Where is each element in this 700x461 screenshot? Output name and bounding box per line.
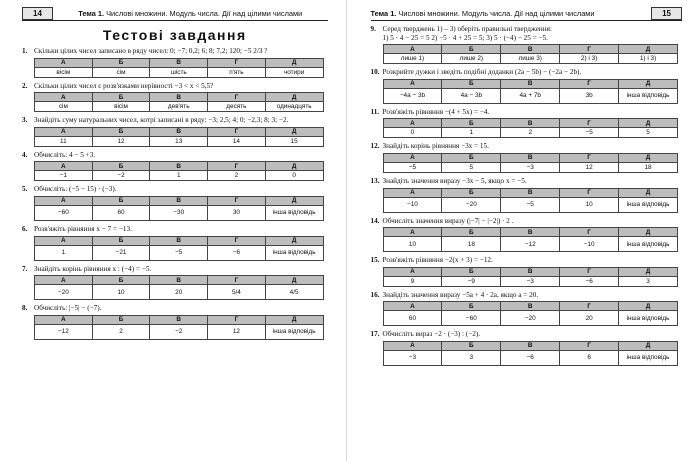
answer-option[interactable]: 20 [150, 285, 208, 300]
page-number: 15 [651, 7, 682, 20]
answer-letter: Б [92, 58, 150, 67]
question-body: Розкрийте дужки і зведіть подібні доданки (2a − 5b) − (−2a − 2b). [382, 68, 582, 77]
answer-letter: А [383, 153, 442, 162]
question-text [371, 217, 683, 226]
answer-option[interactable]: −20 [442, 197, 501, 212]
answer-table [383, 153, 679, 173]
answer-letter: Б [442, 79, 501, 88]
answer-letter: В [150, 236, 208, 245]
answer-option[interactable]: 1 [442, 128, 501, 138]
answer-letter: Д [619, 153, 678, 162]
answer-option[interactable]: лише 1) [383, 54, 442, 64]
question [22, 265, 328, 301]
answer-letter: Г [560, 302, 619, 311]
question [22, 116, 328, 147]
answer-letter: Б [92, 93, 150, 102]
question-number: 4. [22, 150, 28, 159]
header-topic: Тема 1. [78, 8, 105, 18]
page-number: 14 [22, 7, 53, 20]
answer-letter: В [150, 93, 208, 102]
answer-table [34, 58, 324, 78]
answer-option[interactable]: −5 [501, 197, 560, 212]
question-text [371, 25, 683, 34]
answer-option[interactable]: −12 [501, 237, 560, 252]
answer-option[interactable]: інша відповідь [619, 350, 678, 365]
answer-option[interactable]: −3 [501, 276, 560, 286]
question-number: 16. [370, 290, 380, 299]
answer-option[interactable]: 13 [150, 136, 208, 146]
header-title [371, 9, 652, 18]
answer-option[interactable]: −10 [560, 237, 619, 252]
answer-letter: В [150, 58, 208, 67]
question-number: 15. [370, 256, 380, 265]
answer-letter: В [501, 302, 560, 311]
answer-option[interactable]: лише 2) [442, 54, 501, 64]
answer-option[interactable]: −2 [92, 171, 150, 181]
answer-option[interactable]: шість [150, 67, 208, 77]
question-body: Обчисліть вираз −2 · (−3) : (−2). [382, 330, 481, 339]
question-body: Розв'яжіть рівняння −(4 + 5x) = −4. [382, 107, 490, 116]
answer-option[interactable]: −5 [150, 245, 208, 260]
answer-option[interactable]: −6 [560, 276, 619, 286]
answer-table [383, 301, 679, 326]
answer-option[interactable]: 20 [560, 311, 619, 326]
answer-letter: Г [208, 315, 266, 324]
question-subtext: 1) 5 · 4 − 25 = 5 2) −5 · 4 + 25 = 5; 3) 5 · (−4) − 25 = −5. [382, 33, 548, 42]
answer-letter: В [501, 153, 560, 162]
answer-option[interactable]: −30 [150, 205, 208, 220]
answer-letter: А [383, 188, 442, 197]
question [371, 68, 683, 104]
answer-option[interactable]: 6 [560, 350, 619, 365]
answer-letter: В [150, 315, 208, 324]
answer-option[interactable]: 30 [208, 205, 266, 220]
answer-option[interactable]: інша відповідь [619, 237, 678, 252]
question-body: Серед тверджень 1) – 3) оберіть правильні твердження: [382, 25, 552, 33]
question-body: Обчисліть: 4 − 5 +3. [34, 150, 96, 159]
question-number: 2. [22, 81, 28, 90]
answer-option[interactable]: 2) і 3) [560, 54, 619, 64]
question [371, 108, 683, 139]
answer-option[interactable]: 1) і 3) [619, 54, 678, 64]
answer-letter: Г [560, 228, 619, 237]
answer-option[interactable]: 10 [560, 197, 619, 212]
answer-letter: А [383, 341, 442, 350]
question-text [22, 304, 328, 313]
answer-option[interactable]: 5 [619, 128, 678, 138]
answer-option[interactable]: інша відповідь [619, 311, 678, 326]
question-text [371, 330, 683, 339]
answer-letter: Г [560, 79, 619, 88]
question-number: 11. [370, 107, 380, 116]
header-title [53, 9, 328, 18]
answer-option[interactable]: 14 [208, 136, 266, 146]
answer-option[interactable]: 3 [619, 276, 678, 286]
answer-option[interactable]: 4a − 3b [442, 88, 501, 103]
answer-option[interactable]: −20 [35, 285, 93, 300]
answer-letter: Г [560, 188, 619, 197]
answer-option[interactable]: 1 [150, 171, 208, 181]
answer-option[interactable]: 18 [442, 237, 501, 252]
question [22, 47, 328, 78]
right-page [347, 0, 700, 461]
answer-letter: Д [619, 188, 678, 197]
answer-table [383, 44, 679, 64]
answer-letter: А [383, 228, 442, 237]
answer-option[interactable]: інша відповідь [265, 324, 323, 339]
answer-letter: А [383, 79, 442, 88]
question-body: Розв'яжіть рівняння −2(x + 3) = −12. [382, 256, 493, 265]
header-subtitle: Числові множини. Модуль числа. Дії над цілими числами [396, 8, 595, 18]
question-text [22, 47, 328, 56]
answer-letter: Д [619, 302, 678, 311]
question [22, 225, 328, 261]
answer-letter: Д [619, 267, 678, 276]
answer-letter: Г [560, 45, 619, 54]
answer-letter: Д [265, 196, 323, 205]
answer-letter: Д [265, 162, 323, 171]
answer-letter: В [501, 119, 560, 128]
answer-letter: Д [619, 119, 678, 128]
answer-option[interactable]: 2 [92, 324, 150, 339]
answer-letter: Г [208, 276, 266, 285]
answer-option[interactable]: дев'ять [150, 102, 208, 112]
answer-letter: Г [208, 58, 266, 67]
answer-letter: Б [442, 153, 501, 162]
answer-table [34, 315, 324, 340]
answer-letter: Д [265, 58, 323, 67]
answer-option[interactable]: 15 [265, 136, 323, 146]
question-number: 17. [370, 330, 380, 339]
answer-option[interactable]: 12 [560, 162, 619, 172]
answer-table [383, 267, 679, 287]
question-body: Знайдіть значення виразу −5a + 4 · 2a, якщо a = 20. [382, 290, 539, 299]
question-number: 5. [22, 185, 28, 194]
answer-option[interactable]: 11 [35, 136, 93, 146]
answer-letter: Д [619, 228, 678, 237]
answer-option[interactable]: 3b [560, 88, 619, 103]
answer-option[interactable]: інша відповідь [619, 88, 678, 103]
answer-letter: В [150, 162, 208, 171]
answer-letter: Б [442, 188, 501, 197]
answer-option[interactable]: −21 [92, 245, 150, 260]
answer-option[interactable]: одинадцять [265, 102, 323, 112]
answer-letter: А [35, 315, 93, 324]
answer-letter: А [383, 302, 442, 311]
answer-letter: Б [442, 302, 501, 311]
answer-option[interactable]: чотири [265, 67, 323, 77]
answer-letter: Б [92, 315, 150, 324]
question-number: 3. [22, 116, 28, 125]
answer-option[interactable]: −4a − 3b [383, 88, 442, 103]
question-number: 9. [370, 25, 376, 33]
answer-letter: Б [92, 196, 150, 205]
question [22, 82, 328, 113]
question-number: 7. [22, 264, 28, 273]
question-number: 14. [370, 216, 380, 225]
question [371, 291, 683, 327]
answer-option[interactable]: вісім [92, 102, 150, 112]
answer-letter: В [501, 228, 560, 237]
answer-letter: А [35, 58, 93, 67]
question-body: Обчисліть: (−5 − 15) · (−3). [34, 185, 117, 194]
question-text [22, 151, 328, 160]
answer-table [34, 196, 324, 221]
answer-letter: Г [208, 162, 266, 171]
question [371, 142, 683, 173]
question-text [371, 108, 683, 117]
answer-letter: Г [560, 267, 619, 276]
answer-option[interactable]: −6 [208, 245, 266, 260]
answer-option[interactable]: −5 [383, 162, 442, 172]
answer-option[interactable]: 18 [619, 162, 678, 172]
answer-option[interactable]: 5/4 [208, 285, 266, 300]
answer-letter: Г [560, 153, 619, 162]
answer-table [383, 227, 679, 252]
answer-letter: А [383, 119, 442, 128]
answer-letter: А [35, 236, 93, 245]
answer-table [34, 161, 324, 181]
left-header [22, 6, 328, 21]
answer-letter: Д [265, 315, 323, 324]
section-title: Тестові завдання [102, 27, 247, 43]
answer-letter: В [150, 276, 208, 285]
answer-letter: Б [442, 119, 501, 128]
answer-option[interactable]: −3 [383, 350, 442, 365]
question-text [22, 116, 328, 125]
answer-option[interactable]: −6 [501, 350, 560, 365]
question-text [22, 185, 328, 194]
question-body: Скільки цілих чисел записано в ряду чисел: 0; −7; 0,2; 6; 8; 7,2; 120; −5 2/3 ? [34, 47, 268, 55]
answer-option[interactable]: −1 [35, 171, 93, 181]
question-number: 10. [370, 68, 380, 77]
answer-letter: Д [619, 341, 678, 350]
answer-letter: Д [265, 236, 323, 245]
answer-letter: Г [208, 93, 266, 102]
question-text [22, 225, 328, 234]
answer-option[interactable]: −9 [442, 276, 501, 286]
answer-letter: А [35, 196, 93, 205]
header-subtitle: Числові множини. Модуль числа. Дії над цілими числами [104, 8, 303, 18]
question [371, 256, 683, 287]
left-questions [22, 47, 328, 340]
answer-table [383, 341, 679, 366]
question [371, 25, 683, 64]
question-body: Розв'яжіть рівняння x − 7 = −13. [34, 224, 132, 233]
answer-letter: Б [442, 267, 501, 276]
question-body: Обчисліть значення виразу (|−7| − |−2|) · 2 . [382, 216, 514, 225]
question-text [371, 177, 683, 186]
question-number: 8. [22, 304, 28, 313]
answer-letter: Б [92, 236, 150, 245]
answer-option[interactable]: вісім [35, 67, 93, 77]
answer-letter: А [35, 93, 93, 102]
answer-letter: Д [619, 45, 678, 54]
answer-option[interactable]: інша відповідь [619, 197, 678, 212]
answer-letter: Б [442, 45, 501, 54]
question-body: Обчисліть: |−5| − (−7). [34, 304, 102, 313]
answer-letter: Д [265, 276, 323, 285]
question-body: Знайдіть корінь рівняння −3x = 15. [382, 142, 489, 151]
answer-option[interactable]: 0 [265, 171, 323, 181]
answer-letter: Д [265, 127, 323, 136]
answer-option[interactable]: інша відповідь [265, 205, 323, 220]
header-topic: Тема 1. [370, 8, 397, 18]
answer-table [34, 275, 324, 300]
right-header [371, 6, 683, 21]
answer-letter: А [35, 127, 93, 136]
answer-option[interactable]: 60 [383, 311, 442, 326]
question-number: 1. [22, 47, 28, 55]
question [22, 304, 328, 340]
answer-letter: В [501, 79, 560, 88]
answer-table [34, 127, 324, 147]
answer-letter: А [383, 267, 442, 276]
right-questions [371, 25, 683, 366]
answer-option[interactable]: −2 [150, 324, 208, 339]
answer-option[interactable]: 9 [383, 276, 442, 286]
answer-option[interactable]: −60 [442, 311, 501, 326]
question [371, 177, 683, 213]
answer-option[interactable]: 12 [208, 324, 266, 339]
answer-option[interactable]: сім [35, 102, 93, 112]
question-text [371, 142, 683, 151]
answer-letter: Д [265, 93, 323, 102]
answer-option[interactable]: сім [92, 67, 150, 77]
answer-option[interactable]: 10 [383, 237, 442, 252]
answer-letter: Б [92, 162, 150, 171]
question [22, 151, 328, 182]
question-text [22, 265, 328, 274]
answer-letter: Д [619, 79, 678, 88]
question-number: 13. [370, 176, 380, 185]
answer-option[interactable]: 12 [92, 136, 150, 146]
answer-option[interactable]: 4/5 [265, 285, 323, 300]
answer-option[interactable]: інша відповідь [265, 245, 323, 260]
answer-letter: Г [560, 341, 619, 350]
answer-letter: В [150, 127, 208, 136]
answer-letter: В [501, 45, 560, 54]
answer-letter: Г [560, 119, 619, 128]
answer-option[interactable]: 60 [92, 205, 150, 220]
question [371, 217, 683, 253]
answer-letter: Г [208, 127, 266, 136]
answer-option[interactable]: 3 [442, 350, 501, 365]
answer-letter: В [150, 196, 208, 205]
answer-option[interactable]: п'ять [208, 67, 266, 77]
answer-table [34, 92, 324, 112]
question [371, 330, 683, 366]
question-body: Знайдіть значення виразу −3x − 5, якщо x = −5. [382, 176, 527, 185]
answer-table [383, 79, 679, 104]
left-page [0, 0, 346, 461]
question-body: Знайдіть корінь рівняння x : (−4) = −5. [34, 264, 152, 273]
answer-letter: В [501, 267, 560, 276]
question-text [371, 291, 683, 300]
answer-letter: Г [208, 236, 266, 245]
answer-option[interactable]: десять [208, 102, 266, 112]
answer-option[interactable]: 5 [442, 162, 501, 172]
answer-letter: Б [92, 276, 150, 285]
answer-letter: Б [442, 228, 501, 237]
question-number: 12. [370, 142, 380, 151]
answer-letter: В [501, 188, 560, 197]
answer-table [34, 236, 324, 261]
answer-option[interactable]: 4a + 7b [501, 88, 560, 103]
answer-option[interactable]: лише 3) [501, 54, 560, 64]
answer-letter: Б [442, 341, 501, 350]
question-text [371, 68, 683, 77]
answer-letter: А [35, 162, 93, 171]
answer-letter: В [501, 341, 560, 350]
answer-option[interactable]: 0 [383, 128, 442, 138]
answer-option[interactable]: 1 [35, 245, 93, 260]
answer-option[interactable]: −60 [35, 205, 93, 220]
answer-option[interactable]: −5 [560, 128, 619, 138]
question-text [22, 82, 328, 91]
answer-option[interactable]: 2 [501, 128, 560, 138]
answer-table [383, 188, 679, 213]
answer-option[interactable]: −12 [35, 324, 93, 339]
question-number: 6. [22, 224, 28, 233]
answer-letter: А [35, 276, 93, 285]
answer-letter: Б [92, 127, 150, 136]
question-body: Знайдіть суму натуральних чисел, котрі записані в ряду: −3; 2,5; 4; 0; −2,3; 8; 3; −2. [34, 116, 289, 125]
answer-letter: А [383, 45, 442, 54]
answer-option[interactable]: 2 [208, 171, 266, 181]
answer-option[interactable]: −3 [501, 162, 560, 172]
question [22, 185, 328, 221]
answer-table [383, 118, 679, 138]
answer-option[interactable]: −20 [501, 311, 560, 326]
question-body: Скільки цілих чисел є розв'язками нерівності −3 < x < 5,5? [34, 81, 214, 90]
question-text [371, 256, 683, 265]
answer-option[interactable]: −10 [383, 197, 442, 212]
answer-option[interactable]: 10 [92, 285, 150, 300]
answer-letter: Г [208, 196, 266, 205]
